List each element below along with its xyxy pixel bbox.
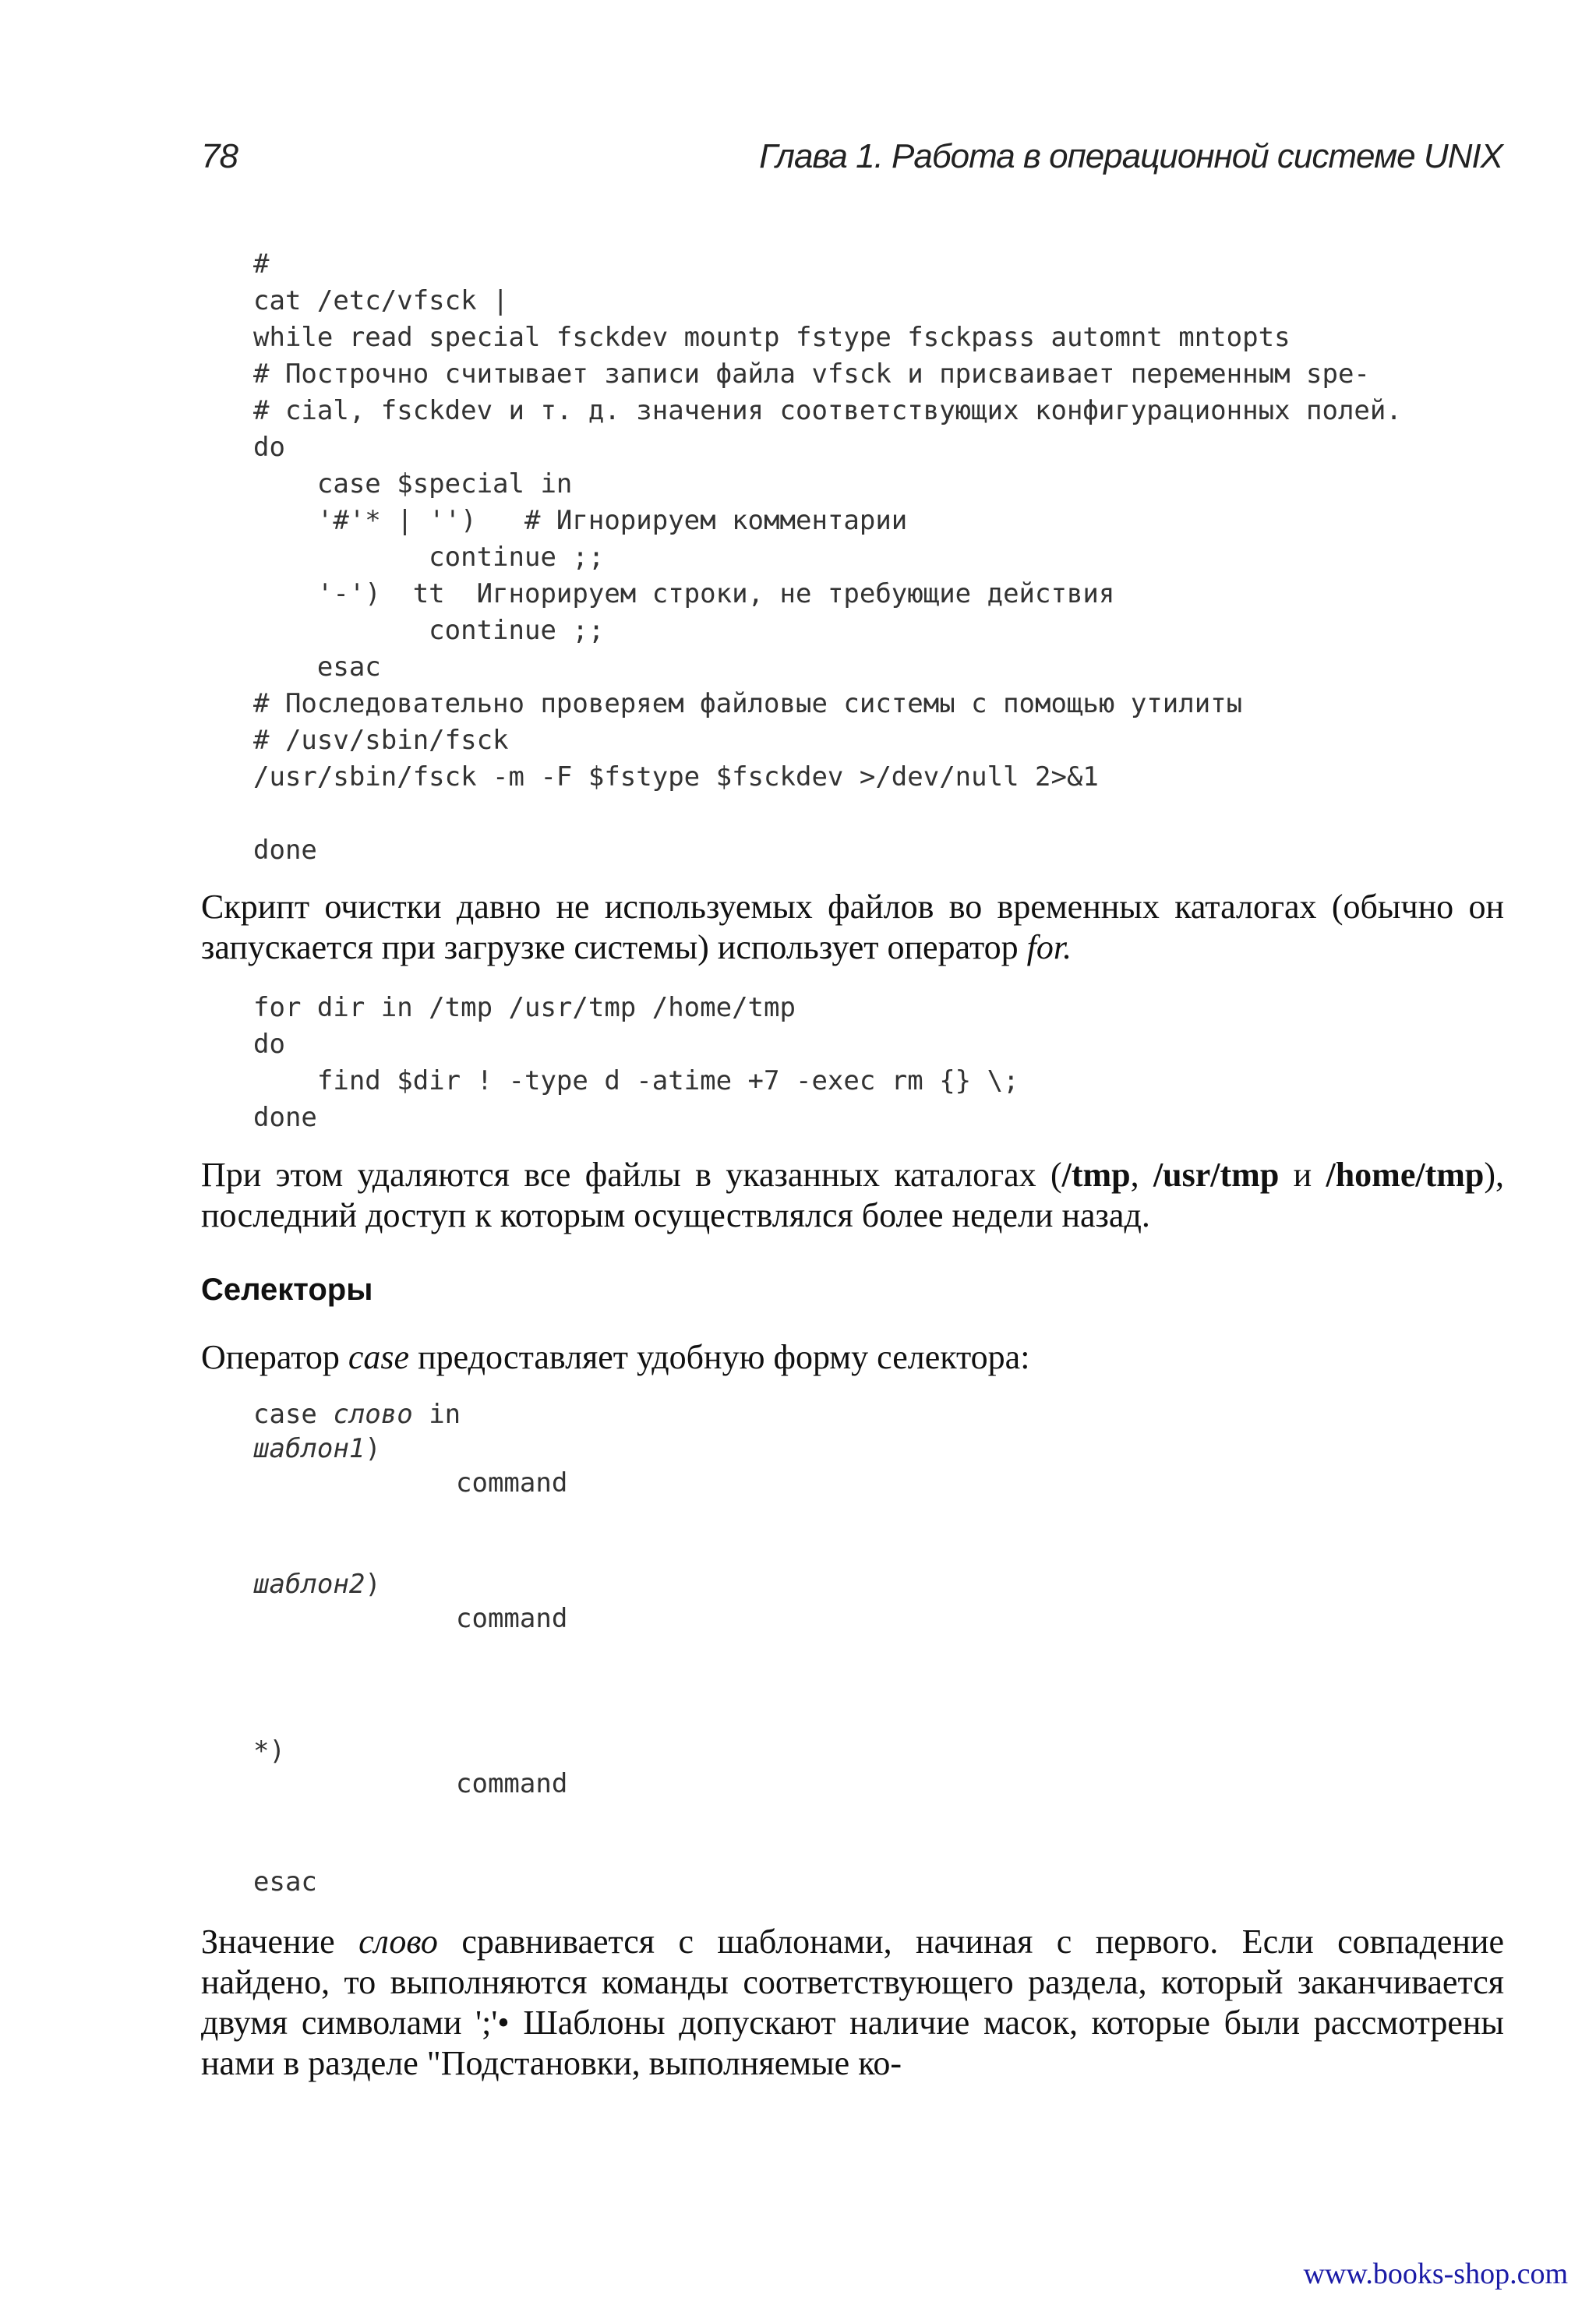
paragraph-text: предоставляет удобную форму селектора: (409, 1338, 1030, 1376)
code-line: command (456, 1467, 568, 1499)
code-line: # Построчно считывает записи файла vfsck и присваивает переменным spe- (253, 358, 1370, 390)
separator: и (1279, 1156, 1326, 1194)
paragraph-text: ), последний доступ к которым осуществлялся более недели назад. (201, 1156, 1505, 1234)
code-line: find $dir ! -type d -atime +7 -exec rm {} \; (253, 1065, 1019, 1096)
code-punct: ) (365, 1569, 381, 1600)
code-line: *) (253, 1735, 285, 1767)
code-punct: ) (365, 1433, 381, 1464)
code-line: esac (253, 651, 381, 683)
paragraph-case-description (201, 1922, 1504, 2084)
paragraph-case-intro (201, 1337, 1504, 1378)
code-line: done (253, 1102, 317, 1133)
code-placeholder: шаблон2 (253, 1569, 365, 1600)
paragraph-text: Значение (201, 1922, 359, 1961)
code-line: continue ;; (253, 542, 605, 573)
code-line (253, 1566, 381, 1603)
code-keyword: in (412, 1399, 461, 1430)
code-line: continue ;; (253, 615, 605, 646)
code-block-for (253, 990, 1019, 1136)
keyword-case: case (348, 1338, 410, 1376)
paragraph-for-intro (201, 887, 1504, 968)
code-line: command (456, 1768, 568, 1799)
page-number: 78 (201, 137, 238, 175)
code-line: # Последовательно проверяем файловые системы с помощью утилиты (253, 688, 1243, 719)
code-line (253, 796, 1402, 832)
keyword-for: for. (1026, 928, 1072, 966)
code-line: for dir in /tmp /usr/tmp /home/tmp (253, 992, 796, 1023)
paragraph-text: Оператор (201, 1338, 348, 1376)
code-placeholder: слово (333, 1399, 413, 1430)
code-line: '#'* | '') # Игнорируем комментарии (253, 505, 908, 536)
code-line: cat /etc/vfsck | (253, 285, 509, 316)
footer-link[interactable]: www.books-shop.com (1303, 2258, 1568, 2290)
code-block-vfsck (253, 246, 1402, 869)
dir-usr-tmp: /usr/tmp (1153, 1156, 1280, 1194)
keyword-word: слово (358, 1922, 438, 1961)
paragraph-text: Скрипт очистки давно не используемых файлов во временных каталогах (обычно он запускается при загрузке системы) использует оператор (201, 888, 1504, 966)
paragraph-text: При этом удаляются все файлы в указанных каталогах ( (201, 1156, 1062, 1194)
code-line: done (253, 835, 317, 866)
code-keyword: case (253, 1399, 334, 1430)
code-line: do (253, 432, 285, 463)
code-line: while read special fsckdev mountp fstype fsckpass automnt mntopts (253, 322, 1291, 353)
separator: , (1130, 1156, 1153, 1194)
code-line: '-') tt Игнорируем строки, не требующие действия (253, 578, 1115, 609)
code-line: command (456, 1603, 568, 1634)
code-line: # (253, 249, 270, 280)
section-heading: Селекторы (201, 1273, 373, 1307)
dir-tmp: /tmp (1061, 1156, 1131, 1194)
code-line: do (253, 1029, 285, 1060)
code-line: # cial, fsckdev и т. д. значения соответствующих конфигурационных полей. (253, 395, 1402, 426)
code-block-case (253, 1396, 568, 1898)
code-line: esac (253, 1866, 317, 1898)
code-line (253, 1431, 381, 1467)
code-line: case $special in (253, 468, 573, 500)
dir-home-tmp: /home/tmp (1326, 1156, 1485, 1194)
code-line: /usr/sbin/fsck -m -F $fstype $fsckdev >/dev/null 2>&1 (253, 761, 1099, 793)
paragraph-text: сравнивается с шаблонами, начиная с первого. Если совпадение найдено, то выполняются команды соответствующего раздела, который заканчивается двумя символами ';'• Шаблоны допускают наличие масок, которые были рассмотрены нами в разделе "Подстановки, выполняемые ко- (201, 1922, 1504, 2082)
chapter-title: Глава 1. Работа в операционной системе UNIX (759, 137, 1502, 175)
code-placeholder: шаблон1 (253, 1433, 365, 1464)
paragraph-tmp-dirs (201, 1155, 1504, 1236)
code-line (253, 1396, 461, 1433)
code-line: # /usv/sbin/fsck (253, 725, 509, 756)
